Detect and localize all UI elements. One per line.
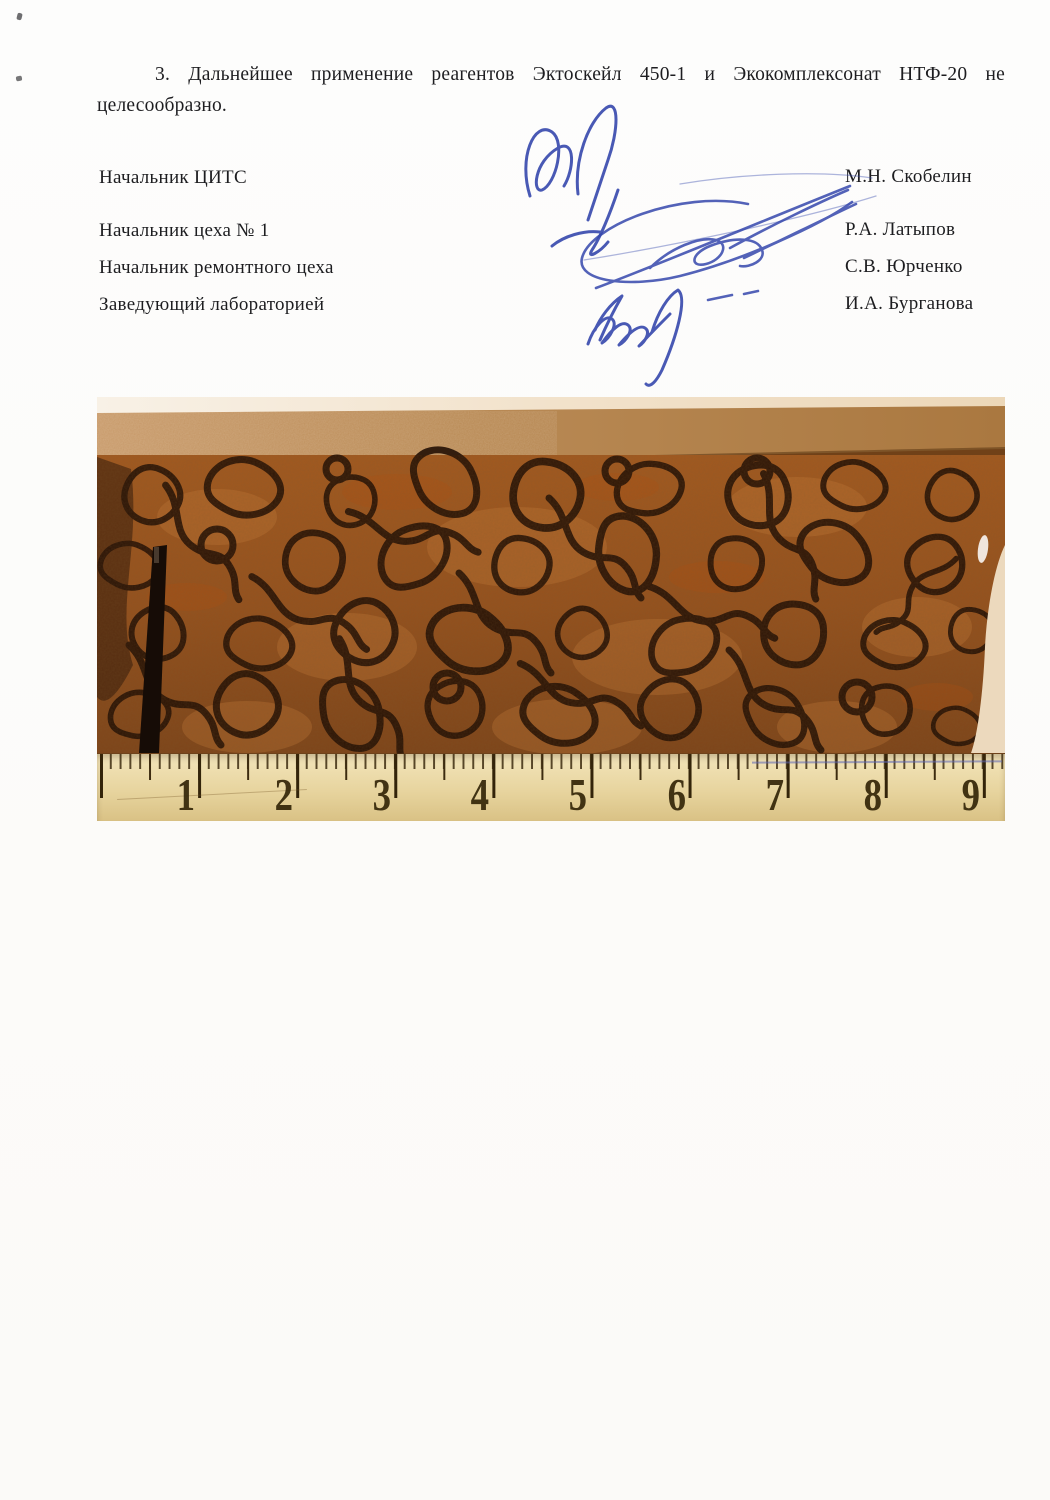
scan-artifact (16, 76, 23, 82)
ruler-number: 7 (765, 769, 783, 820)
job-title: Начальник ремонтного цеха (99, 257, 334, 278)
scan-artifact (16, 12, 23, 20)
ruler-number: 4 (470, 769, 488, 820)
ruler-number: 8 (863, 769, 881, 820)
ruler-number: 1 (176, 769, 194, 820)
signature-ink-faint-stroke (584, 174, 876, 260)
job-title: Начальник цеха № 1 (99, 220, 270, 241)
signature-ink-latypov (582, 186, 856, 300)
signatory-name: М.Н. Скобелин (845, 166, 972, 187)
sample-top-edge-speckles (97, 411, 557, 455)
signature-ink-skobelin (526, 106, 618, 254)
signature-ink-burganova (588, 290, 682, 385)
pointer-stick-tip (154, 547, 159, 563)
signatory-name: Р.А. Латыпов (845, 219, 956, 240)
paragraph-line: целесообразно. (97, 95, 228, 116)
ruler-number: 2 (274, 769, 292, 820)
ruler (97, 753, 1005, 821)
job-title: Заведующий лабораторией (99, 294, 325, 315)
corrosion-sample-photo (97, 397, 1005, 821)
ruler-number: 6 (667, 769, 685, 820)
ruler-pen-line (752, 760, 1002, 763)
job-title: Начальник ЦИТС (99, 167, 247, 188)
ruler-number: 5 (568, 769, 586, 820)
signatory-name: И.А. Бурганова (845, 293, 974, 314)
signatory-name: С.В. Юрченко (845, 256, 963, 277)
rust-grain-texture (97, 455, 1005, 755)
ruler-number: 3 (372, 769, 390, 820)
paragraph-line: 3. Дальнейшее применение реагентов Эктоскейл 450-1 и Экокомплексонат НТФ-20 не (155, 64, 1005, 85)
ruler-number: 9 (961, 769, 979, 820)
signatures-ink (500, 98, 920, 393)
